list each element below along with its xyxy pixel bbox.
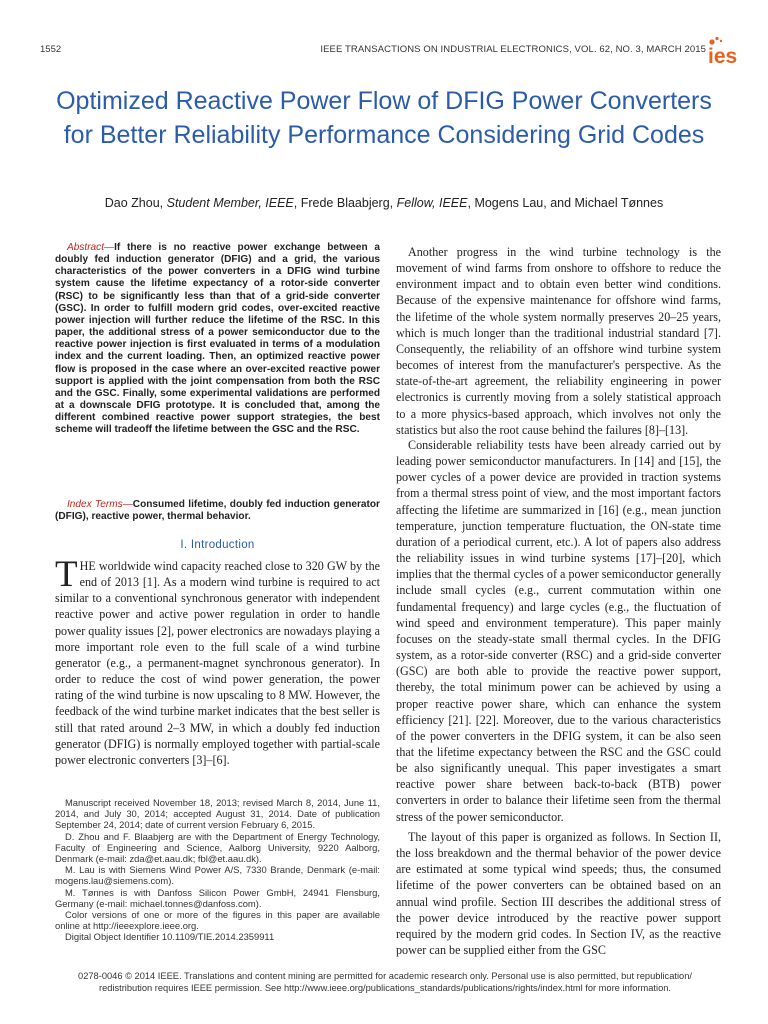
on-state-smallcaps: ON — [650, 518, 669, 533]
right-paragraph-3: The layout of this paper is organized as follows. In Section II, the loss breakdown and the thermal behavior of the power device are estimated at some typical wind speeds; thus, the consumed lifetime of the power converters can be obtained based on an annual wind profile. Section III describes the additional stress of the power device introduced by the reactive power support required by the modern grid codes. In Section IV, as the reactive power can be supplied either from the GSC — [396, 830, 721, 958]
index-terms-text: Consumed lifetime, doubly fed induction generator (DFIG), reactive power, thermal behavior. — [55, 499, 380, 523]
abstract — [55, 242, 380, 437]
footnote-manuscript: Manuscript received November 18, 2013; revised March 8, 2014, June 11, 2014, and July 30, 2014; accepted August 31, 2014. Date of publication September 24, 2014; date of current version February 6, 2015. — [55, 797, 380, 831]
footnotes — [55, 797, 380, 943]
page-number: 1552 — [40, 44, 62, 55]
footnote-doi: Digital Object Identifier 10.1109/TIE.2014.2359911 — [65, 931, 275, 943]
ies-logo — [707, 36, 745, 66]
right-paragraph-2a: Considerable reliability tests have been already carried out by leading power semiconductor manufacturers. In [14] and [15], the power cycles of a power device are provided in traction systems from a thermal stress point of view, and the most important factors affecting the lifetime are summarized in [16] (e.g., mean junction temperature, junction temperature fluctuation, the — [396, 438, 721, 533]
authors-rest: , Mogens Lau, and Michael Tønnes — [467, 196, 664, 210]
footnote-affiliation-aau: D. Zhou and F. Blaabjerg are with the Department of Energy Technology, Faculty of Engineering and Science, Aalborg University, 9220 Aalborg, Denmark (e-mail: zda@et.aau.dk; fbl@et.aau.dk). — [55, 830, 380, 865]
abstract-label: Abstract— — [67, 242, 115, 253]
copyright-notice — [40, 970, 730, 994]
paper-title: Optimized Reactive Power Flow of DFIG Power Converters for Better Reliability Performance Considering Grid Codes — [56, 87, 712, 149]
logo-text: ies — [708, 45, 738, 66]
journal-header: IEEE TRANSACTIONS ON INDUSTRIAL ELECTRONICS, VOL. 62, NO. 3, MARCH 2015 — [320, 44, 706, 55]
introduction-text: HE worldwide wind capacity reached close to 320 GW by the end of 2013 [1]. As a modern wind turbine is required to act similar to a conventional synchronous generator with independent reactive power and active power regulation in order to handle power quality issues [2], power electronics are nowadays playing a more important role even to the full scale of a wind turbine generator (e.g., a permanent-magnet synchronous generator). In order to reduce the cost of wind power generation, the power rating of the wind turbine is now upscaling to 8 MW. However, the feedback of the wind turbine market indicates that the best seller is still that rated around 2–3 MW, in which a doubly fed induction generator (DFIG) is normally employed together with partial-scale power electronic converters [3]–[6]. — [55, 559, 380, 767]
author-line — [40, 196, 728, 210]
author-2: , Frede Blaabjerg, — [293, 196, 394, 210]
footnote-affiliation-siemens: M. Lau is with Siemens Wind Power A/S, 7330 Brande, Denmark (e-mail: mogens.lau@siemens.com). — [55, 864, 380, 887]
right-paragraph-1: Another progress in the wind turbine technology is the movement of wind farms from onshore to offshore to reduce the environment impact and to obtain even better wind conditions. Because of the expensive maintenance for offshore wind farms, the lifetime of the whole system normally preserves 20–25 years, which is much longer than the traditional industrial standard [7]. Consequently, the reliability of an offshore wind turbine system becomes of interest from the manufacturer's perspective. As the state-of-the-art agreement, the reliability engineering in power electronics is currently moving from a solely statistical approach to a more physics-based approach, which involves not only the statistics but also the root cause behind the failures [8]–[13]. — [396, 245, 721, 437]
copyright-line-2: redistribution requires IEEE permission. See http://www.ieee.org/publications_standards/publications/rights/index.html for more information. — [98, 983, 672, 993]
footnote-color-versions: Color versions of one or more of the figures in this paper are available online at http://ieeexplore.ieee.org. — [55, 909, 380, 932]
author-1-role: Student Member, IEEE — [166, 196, 294, 210]
author-1: Dao Zhou, — [104, 196, 164, 210]
right-paragraph-2b: -state time duration of a periodical current, etc.). A lot of papers also address the reliability issues in wind turbine systems [17]–[20], which implies that the thermal cycles of a power semiconductor generally include small cycles (e.g., current commutation within one fundamental frequency) and large cycles (e.g., the fluctuation of wind speed and environment temperature). This paper mainly focuses on the steady-state small thermal cycles. In the DFIG system, as a rotor-side converter (RSC) and a grid-side converter (GSC) are both able to provide the reactive power support, thereby, the total minimum power can be achieved by using a proper reactive power share, which can enhance the system efficiency [21]. [22]. Moreover, due to the various characteristics of the power converters in the DFIG system, it can be also seen that the lifetime expectancy between the RSC and the GSC could be also significantly unequal. This paper investigates a smart reactive power share between back-to-back (BTB) power converters in order to balance their lifetime seen from the thermal stress of the power semiconductor. — [396, 518, 721, 824]
author-2-role: Fellow, IEEE — [396, 196, 468, 210]
copyright-line-1: 0278-0046 © 2014 IEEE. Translations and content mining are permitted for academic research only. Personal use is also permitted, but republication/ — [78, 971, 692, 981]
right-paragraph-2 — [396, 437, 721, 825]
index-terms-label: Index Terms— — [67, 499, 133, 510]
index-terms — [55, 499, 380, 524]
introduction-paragraph — [55, 554, 380, 768]
abstract-text: If there is no reactive power exchange between a doubly fed induction generator (DFIG) and a grid, the various characteristics of the power converters in a DFIG wind turbine system cause the lifetime expectancy of a rotor-side converter (RSC) to be significantly less than that of a grid-side converter (GSC). In order to fulfill modern grid codes, over-excited reactive power injection will further reduce the lifetime of the RSC. In this paper, the additional stress of a power semiconductor due to the reactive power injection is first evaluated in terms of a modulation index and the current loading. Then, an optimized reactive power flow is proposed in the case where an over-excited reactive power support is applied with the joint compensation from both the RSC and the GSC. Finally, some experimental validations are performed at a downscale DFIG prototype. It is concluded that, among the different combined reactive power support strategies, the best scheme will tradeoff the lifetime between the GSC and the RSC. — [55, 242, 380, 436]
section-heading-introduction: I. Introduction — [180, 539, 255, 551]
drop-cap: T — [55, 554, 78, 595]
footnote-affiliation-danfoss: M. Tønnes is with Danfoss Silicon Power GmbH, 24941 Flensburg, Germany (e-mail: michael.tonnes@danfoss.com). — [55, 886, 380, 909]
